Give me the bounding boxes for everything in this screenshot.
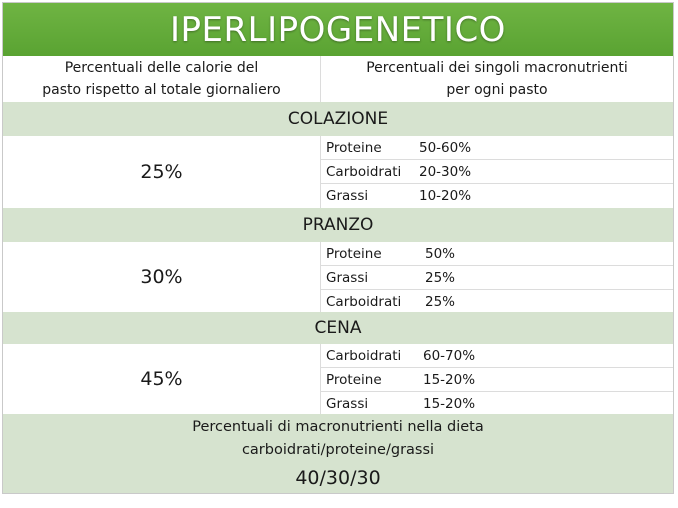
macro-value: 60-70% <box>423 347 476 364</box>
macro-name: Grassi <box>326 269 369 286</box>
diet-table <box>2 2 674 494</box>
macro-value: 25% <box>425 269 456 286</box>
header-left-line1: Percentuali delle calorie del <box>64 60 259 76</box>
macro-name: Grassi <box>326 188 369 204</box>
header-right <box>321 56 673 102</box>
macro-row <box>321 136 673 160</box>
summary-ratio: 40/30/30 <box>295 466 381 489</box>
summary-footer <box>3 414 673 493</box>
meal-percent-pranzo: 30% <box>3 242 321 312</box>
meal-percent-colazione: 25% <box>3 136 321 208</box>
header-right-line2: per ogni pasto <box>446 82 548 98</box>
macro-name: Carboidrati <box>326 347 402 364</box>
macro-row <box>321 392 673 416</box>
meal-band-pranzo: PRANZO <box>3 208 673 242</box>
macro-row <box>321 290 673 314</box>
meal-percent-cena: 45% <box>3 344 321 414</box>
summary-line1: Percentuali di macronutrienti nella dieta <box>192 418 484 435</box>
header-left <box>3 56 321 102</box>
macro-name: Grassi <box>326 396 369 412</box>
macro-row <box>321 266 673 290</box>
macro-name: Carboidrati <box>326 294 402 310</box>
macro-row <box>321 368 673 392</box>
header-left-line2: pasto rispetto al totale giornaliero <box>42 82 281 98</box>
macro-row <box>321 344 673 368</box>
summary-line2: carboidrati/proteine/grassi <box>241 441 435 458</box>
macro-value: 50% <box>425 245 456 262</box>
macro-row <box>321 160 673 184</box>
macro-value: 15-20% <box>423 371 476 388</box>
macro-value: 10-20% <box>419 188 472 204</box>
macro-value: 20-30% <box>419 163 472 180</box>
macro-name: Proteine <box>326 245 382 262</box>
macro-value: 50-60% <box>419 139 472 156</box>
macro-value: 25% <box>425 294 456 310</box>
macro-value: 15-20% <box>423 396 476 412</box>
page-title: IPERLIPOGENETICO <box>3 3 673 56</box>
macro-row <box>321 242 673 266</box>
macro-name: Proteine <box>326 139 382 156</box>
header-right-line1: Percentuali dei singoli macronutrienti <box>366 60 628 76</box>
macro-name: Carboidrati <box>326 163 402 180</box>
macro-row <box>321 184 673 208</box>
meal-band-cena: CENA <box>3 312 673 344</box>
meal-band-colazione: COLAZIONE <box>3 102 673 136</box>
macro-name: Proteine <box>326 371 382 388</box>
